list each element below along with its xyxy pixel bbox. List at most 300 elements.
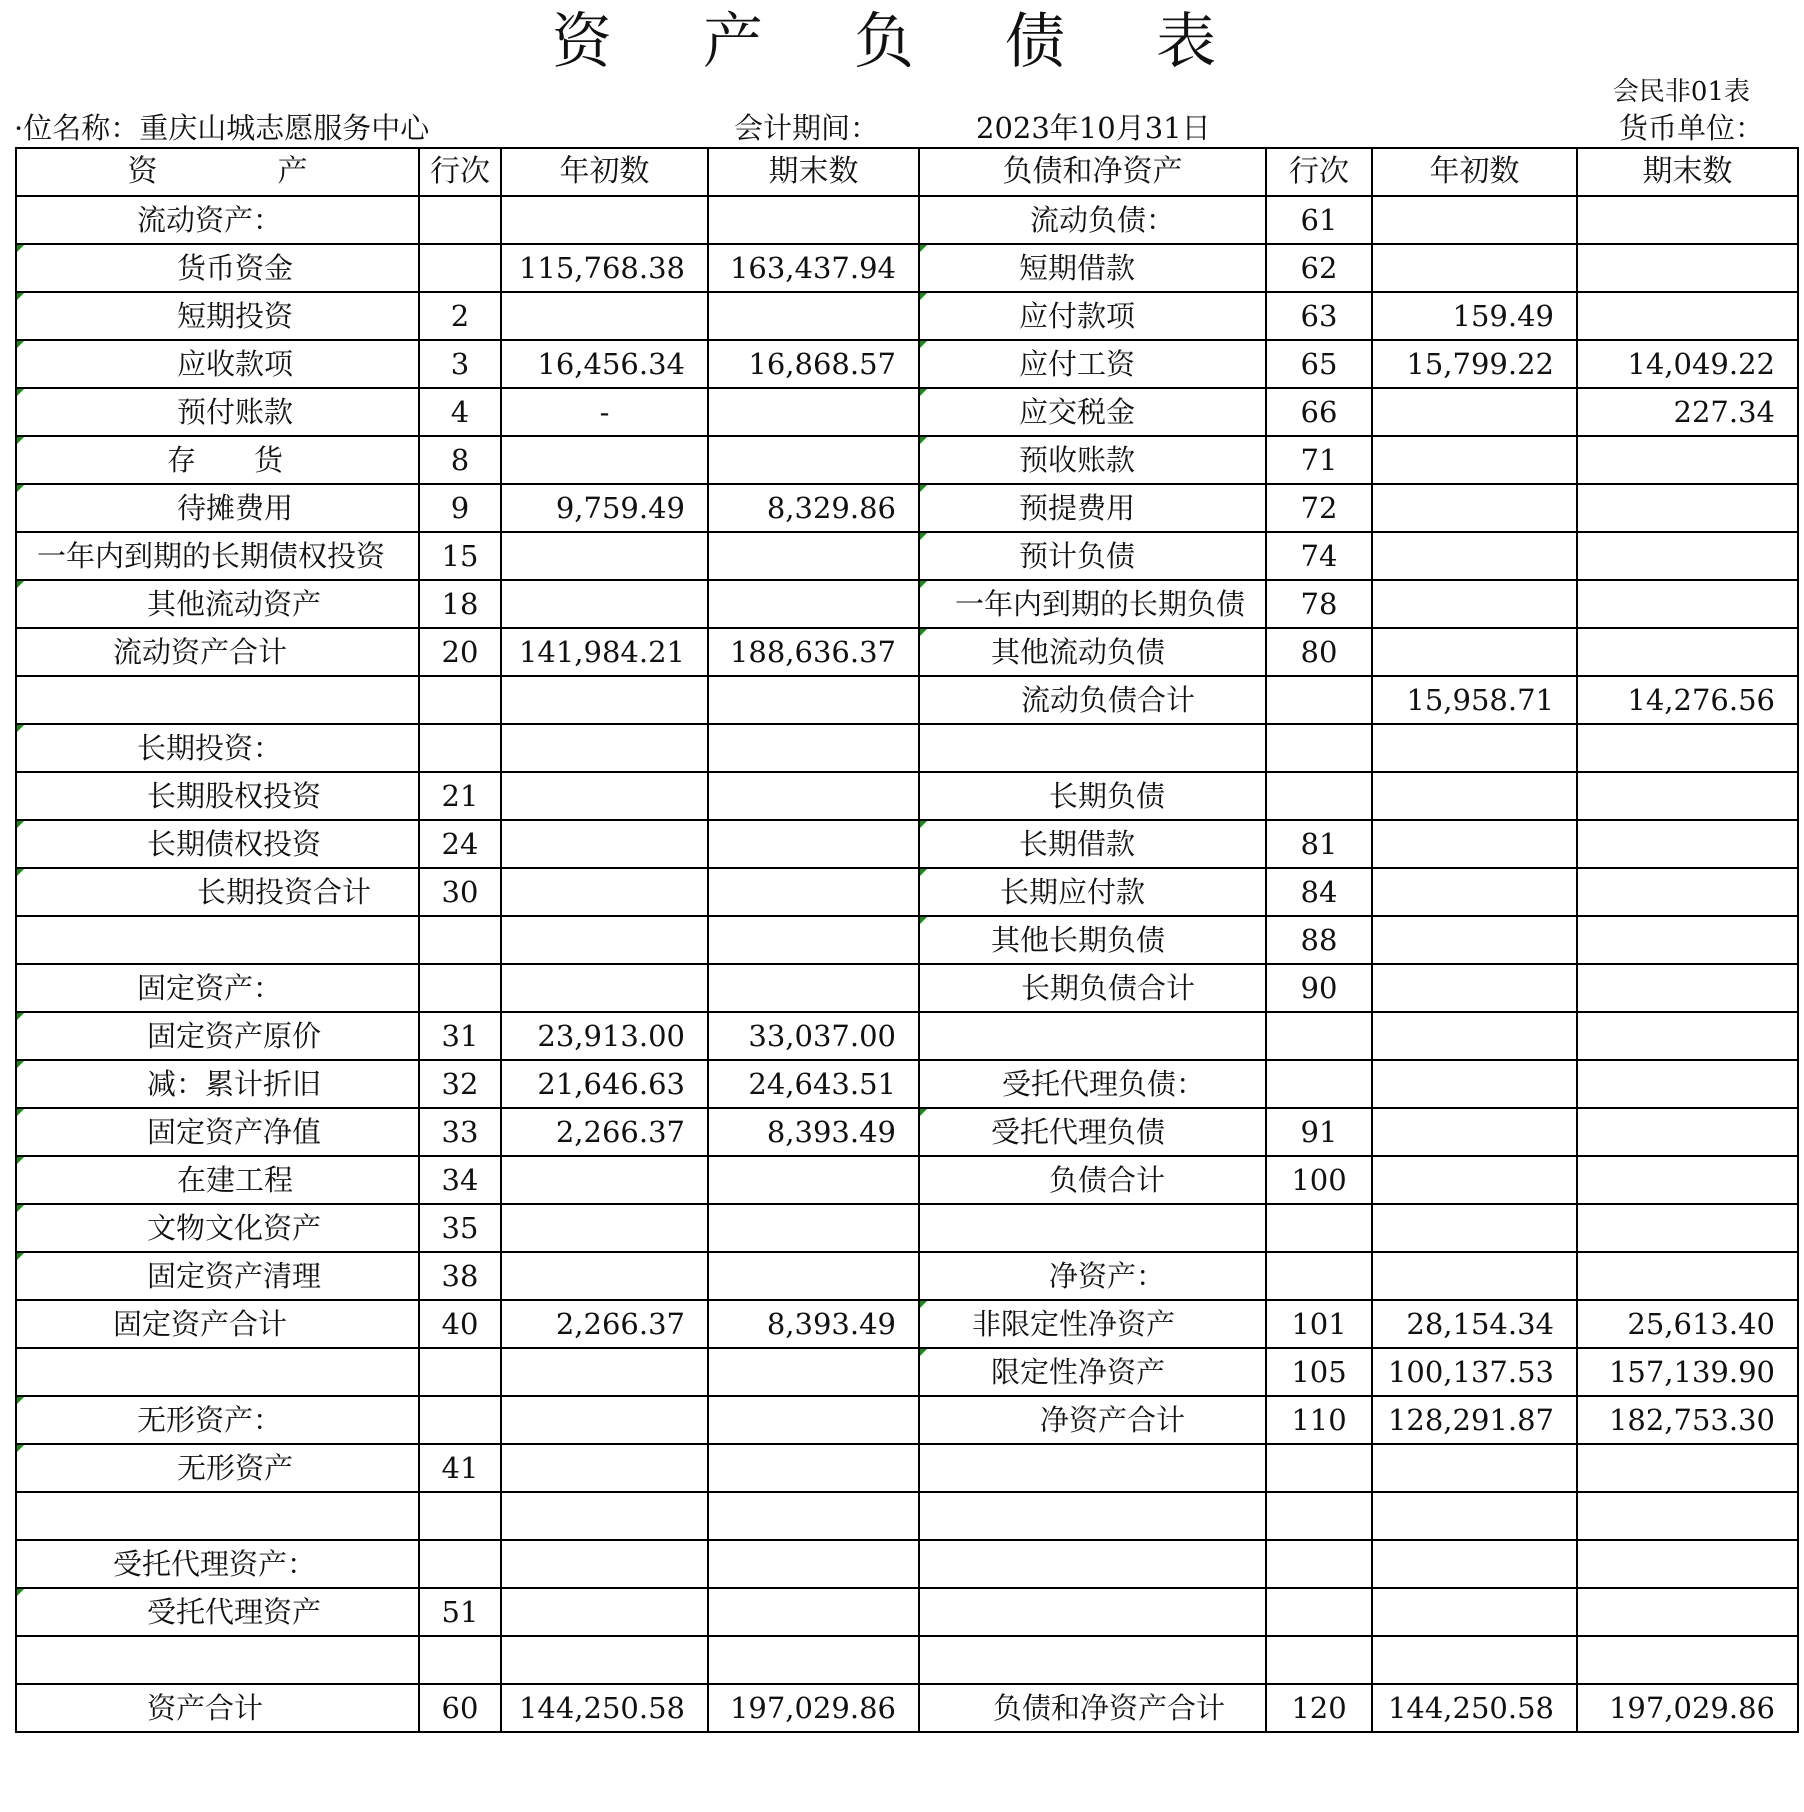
table-row	[16, 292, 1798, 340]
asset-line-no: 31	[419, 1012, 501, 1060]
liability-line-no: 66	[1266, 388, 1372, 436]
liability-begin	[1372, 628, 1577, 676]
liability-label: 长期负债合计	[919, 964, 1266, 1012]
asset-line-no: 32	[419, 1060, 501, 1108]
liability-end	[1577, 772, 1798, 820]
liability-begin: 15,958.71	[1372, 676, 1577, 724]
unit-name: ·位名称：重庆山城志愿服务中心	[14, 111, 430, 145]
liability-label	[919, 1492, 1266, 1540]
asset-label: 应收款项	[16, 340, 419, 388]
liability-end	[1577, 1012, 1798, 1060]
liability-label: 其他长期负债	[919, 916, 1266, 964]
liability-line-no: 101	[1266, 1300, 1372, 1348]
table-row	[16, 1348, 1798, 1396]
asset-line-no: 34	[419, 1156, 501, 1204]
asset-line-no: 4	[419, 388, 501, 436]
asset-line-no: 33	[419, 1108, 501, 1156]
asset-begin	[501, 532, 708, 580]
asset-label: 长期股权投资	[16, 772, 419, 820]
liability-line-no: 63	[1266, 292, 1372, 340]
header-end-balance-right: 期末数	[1577, 148, 1798, 196]
liability-label	[919, 1588, 1266, 1636]
table-row	[16, 1492, 1798, 1540]
liability-end: 14,276.56	[1577, 676, 1798, 724]
asset-line-no: 24	[419, 820, 501, 868]
asset-line-no: 60	[419, 1684, 501, 1732]
liability-end	[1577, 1252, 1798, 1300]
liability-end	[1577, 868, 1798, 916]
table-row	[16, 1060, 1798, 1108]
liability-line-no	[1266, 676, 1372, 724]
table-row	[16, 1684, 1798, 1732]
liability-label	[919, 724, 1266, 772]
liability-label: 一年内到期的长期负债	[919, 580, 1266, 628]
asset-line-no	[419, 724, 501, 772]
asset-label: 货币资金	[16, 244, 419, 292]
liability-line-no: 80	[1266, 628, 1372, 676]
asset-begin	[501, 1348, 708, 1396]
report-title: 资 产 负 债 表	[551, 7, 1253, 77]
asset-label: 资产合计	[16, 1684, 419, 1732]
liability-line-no: 84	[1266, 868, 1372, 916]
liability-end	[1577, 724, 1798, 772]
table-row	[16, 1396, 1798, 1444]
asset-begin	[501, 772, 708, 820]
table-row	[16, 628, 1798, 676]
liability-begin: 100,137.53	[1372, 1348, 1577, 1396]
liability-label: 短期借款	[919, 244, 1266, 292]
liability-end	[1577, 1156, 1798, 1204]
table-row	[16, 1444, 1798, 1492]
liability-begin	[1372, 1492, 1577, 1540]
liability-label: 长期借款	[919, 820, 1266, 868]
liability-line-no: 61	[1266, 196, 1372, 244]
table-row	[16, 388, 1798, 436]
asset-begin	[501, 1252, 708, 1300]
header-line-no: 行次	[419, 148, 501, 196]
asset-label: 无形资产	[16, 1444, 419, 1492]
liability-line-no: 88	[1266, 916, 1372, 964]
liability-begin	[1372, 1588, 1577, 1636]
liability-label: 流动负债：	[919, 196, 1266, 244]
liability-begin	[1372, 772, 1577, 820]
period-label: 会计期间：	[734, 111, 880, 145]
liability-line-no	[1266, 1204, 1372, 1252]
asset-line-no: 35	[419, 1204, 501, 1252]
asset-label: 短期投资	[16, 292, 419, 340]
liability-line-no	[1266, 1492, 1372, 1540]
liability-end: 197,029.86	[1577, 1684, 1798, 1732]
asset-line-no	[419, 964, 501, 1012]
asset-end: 24,643.51	[708, 1060, 919, 1108]
liability-begin	[1372, 1540, 1577, 1588]
table-row	[16, 1588, 1798, 1636]
table-row	[16, 1204, 1798, 1252]
asset-end	[708, 1396, 919, 1444]
header-liability-equity: 负债和净资产	[919, 148, 1266, 196]
table-row	[16, 868, 1798, 916]
header-line-no-right: 行次	[1266, 148, 1372, 196]
liability-begin: 128,291.87	[1372, 1396, 1577, 1444]
table-row	[16, 676, 1798, 724]
asset-line-no: 38	[419, 1252, 501, 1300]
asset-end	[708, 1204, 919, 1252]
asset-line-no: 9	[419, 484, 501, 532]
liability-end	[1577, 628, 1798, 676]
liability-begin	[1372, 964, 1577, 1012]
liability-begin	[1372, 1636, 1577, 1684]
asset-label: 流动资产合计	[16, 628, 419, 676]
asset-begin	[501, 1636, 708, 1684]
liability-label: 预收账款	[919, 436, 1266, 484]
asset-end	[708, 964, 919, 1012]
asset-begin	[501, 820, 708, 868]
asset-label: 存 货	[16, 436, 419, 484]
asset-end	[708, 580, 919, 628]
asset-end	[708, 388, 919, 436]
liability-line-no: 62	[1266, 244, 1372, 292]
liability-line-no	[1266, 1636, 1372, 1684]
liability-end	[1577, 1588, 1798, 1636]
table-row	[16, 580, 1798, 628]
liability-begin	[1372, 484, 1577, 532]
asset-line-no: 18	[419, 580, 501, 628]
liability-line-no: 65	[1266, 340, 1372, 388]
liability-label: 净资产合计	[919, 1396, 1266, 1444]
asset-end	[708, 196, 919, 244]
liability-end	[1577, 1204, 1798, 1252]
liability-begin	[1372, 1108, 1577, 1156]
liability-line-no: 72	[1266, 484, 1372, 532]
liability-line-no	[1266, 724, 1372, 772]
asset-label: 文物文化资产	[16, 1204, 419, 1252]
liability-end	[1577, 1060, 1798, 1108]
liability-begin	[1372, 868, 1577, 916]
period-value: 2023年10月31日	[976, 111, 1211, 145]
asset-begin	[501, 580, 708, 628]
asset-end	[708, 292, 919, 340]
asset-begin	[501, 916, 708, 964]
asset-end	[708, 1156, 919, 1204]
liability-begin: 28,154.34	[1372, 1300, 1577, 1348]
liability-end	[1577, 916, 1798, 964]
liability-begin	[1372, 1252, 1577, 1300]
table-row	[16, 1300, 1798, 1348]
asset-label	[16, 1492, 419, 1540]
liability-label: 应交税金	[919, 388, 1266, 436]
asset-end	[708, 676, 919, 724]
asset-begin	[501, 292, 708, 340]
asset-line-no	[419, 1492, 501, 1540]
table-row	[16, 1156, 1798, 1204]
asset-end	[708, 1444, 919, 1492]
asset-label: 减：累计折旧	[16, 1060, 419, 1108]
asset-end	[708, 532, 919, 580]
liability-begin	[1372, 1156, 1577, 1204]
liability-label: 长期应付款	[919, 868, 1266, 916]
asset-label: 长期债权投资	[16, 820, 419, 868]
asset-begin	[501, 1156, 708, 1204]
asset-line-no: 30	[419, 868, 501, 916]
asset-label: 预付账款	[16, 388, 419, 436]
liability-begin	[1372, 1204, 1577, 1252]
asset-begin: 115,768.38	[501, 244, 708, 292]
header-begin-balance: 年初数	[501, 148, 708, 196]
asset-line-no: 41	[419, 1444, 501, 1492]
liability-line-no	[1266, 1588, 1372, 1636]
asset-begin: 2,266.37	[501, 1108, 708, 1156]
liability-label: 应付工资	[919, 340, 1266, 388]
liability-line-no: 100	[1266, 1156, 1372, 1204]
asset-begin: 9,759.49	[501, 484, 708, 532]
liability-begin	[1372, 1060, 1577, 1108]
asset-begin	[501, 1540, 708, 1588]
liability-line-no	[1266, 772, 1372, 820]
liability-end	[1577, 244, 1798, 292]
table-row	[16, 724, 1798, 772]
asset-begin	[501, 964, 708, 1012]
table-row	[16, 340, 1798, 388]
asset-label: 其他流动资产	[16, 580, 419, 628]
asset-line-no	[419, 1540, 501, 1588]
liability-label	[919, 1636, 1266, 1684]
liability-end	[1577, 196, 1798, 244]
liability-end	[1577, 1108, 1798, 1156]
asset-begin: 23,913.00	[501, 1012, 708, 1060]
asset-end	[708, 772, 919, 820]
liability-begin: 159.49	[1372, 292, 1577, 340]
asset-begin	[501, 436, 708, 484]
liability-end: 157,139.90	[1577, 1348, 1798, 1396]
liability-end	[1577, 1492, 1798, 1540]
liability-line-no	[1266, 1252, 1372, 1300]
liability-label	[919, 1012, 1266, 1060]
asset-end: 8,329.86	[708, 484, 919, 532]
table-row	[16, 436, 1798, 484]
liability-end	[1577, 964, 1798, 1012]
liability-label: 负债和净资产合计	[919, 1684, 1266, 1732]
asset-label: 一年内到期的长期债权投资	[16, 532, 419, 580]
table-row	[16, 772, 1798, 820]
liability-begin	[1372, 580, 1577, 628]
table-row	[16, 964, 1798, 1012]
asset-end	[708, 1492, 919, 1540]
liability-line-no: 78	[1266, 580, 1372, 628]
liability-end	[1577, 820, 1798, 868]
asset-end	[708, 916, 919, 964]
balance-sheet-table	[15, 147, 1799, 1733]
liability-end	[1577, 292, 1798, 340]
asset-begin: 141,984.21	[501, 628, 708, 676]
liability-begin	[1372, 916, 1577, 964]
liability-label: 受托代理负债：	[919, 1060, 1266, 1108]
asset-line-no: 8	[419, 436, 501, 484]
asset-end	[708, 436, 919, 484]
table-row	[16, 1108, 1798, 1156]
asset-line-no: 51	[419, 1588, 501, 1636]
currency-label: 货币单位：	[1618, 111, 1764, 145]
liability-line-no	[1266, 1060, 1372, 1108]
asset-label: 固定资产合计	[16, 1300, 419, 1348]
asset-label: 无形资产：	[16, 1396, 419, 1444]
asset-label: 待摊费用	[16, 484, 419, 532]
liability-begin	[1372, 196, 1577, 244]
table-row	[16, 916, 1798, 964]
asset-label: 固定资产：	[16, 964, 419, 1012]
liability-label: 长期负债	[919, 772, 1266, 820]
asset-label: 固定资产原价	[16, 1012, 419, 1060]
liability-label: 非限定性净资产	[919, 1300, 1266, 1348]
header-end-balance: 期末数	[708, 148, 919, 196]
header-row	[16, 148, 1798, 196]
liability-line-no: 90	[1266, 964, 1372, 1012]
asset-begin	[501, 724, 708, 772]
liability-line-no: 105	[1266, 1348, 1372, 1396]
asset-end: 33,037.00	[708, 1012, 919, 1060]
asset-begin	[501, 1492, 708, 1540]
asset-end	[708, 1636, 919, 1684]
asset-label	[16, 676, 419, 724]
asset-label	[16, 1348, 419, 1396]
asset-label: 流动资产：	[16, 196, 419, 244]
asset-label: 长期投资合计	[16, 868, 419, 916]
asset-line-no: 40	[419, 1300, 501, 1348]
table-row	[16, 244, 1798, 292]
asset-end: 8,393.49	[708, 1300, 919, 1348]
liability-end: 227.34	[1577, 388, 1798, 436]
liability-label: 预计负债	[919, 532, 1266, 580]
asset-end	[708, 820, 919, 868]
table-row	[16, 1252, 1798, 1300]
asset-begin	[501, 1204, 708, 1252]
asset-line-no	[419, 1396, 501, 1444]
liability-end	[1577, 1540, 1798, 1588]
liability-end	[1577, 1444, 1798, 1492]
asset-end: 8,393.49	[708, 1108, 919, 1156]
liability-label: 净资产：	[919, 1252, 1266, 1300]
liability-line-no: 120	[1266, 1684, 1372, 1732]
liability-end	[1577, 436, 1798, 484]
asset-label: 在建工程	[16, 1156, 419, 1204]
table-row	[16, 484, 1798, 532]
asset-begin	[501, 868, 708, 916]
asset-line-no: 3	[419, 340, 501, 388]
table-row	[16, 196, 1798, 244]
liability-begin	[1372, 1444, 1577, 1492]
asset-label	[16, 916, 419, 964]
asset-line-no	[419, 1348, 501, 1396]
liability-end	[1577, 532, 1798, 580]
liability-begin	[1372, 436, 1577, 484]
form-code: 会民非01表	[1612, 77, 1750, 107]
liability-line-no: 71	[1266, 436, 1372, 484]
asset-end	[708, 1252, 919, 1300]
asset-line-no: 2	[419, 292, 501, 340]
table-row	[16, 532, 1798, 580]
header-asset: 资 产	[16, 148, 419, 196]
liability-label: 流动负债合计	[919, 676, 1266, 724]
asset-begin: -	[501, 388, 708, 436]
asset-end: 16,868.57	[708, 340, 919, 388]
asset-label: 受托代理资产	[16, 1588, 419, 1636]
asset-line-no: 20	[419, 628, 501, 676]
liability-line-no: 110	[1266, 1396, 1372, 1444]
liability-end: 182,753.30	[1577, 1396, 1798, 1444]
asset-begin: 144,250.58	[501, 1684, 708, 1732]
liability-label	[919, 1204, 1266, 1252]
asset-label: 受托代理资产：	[16, 1540, 419, 1588]
table-row	[16, 1012, 1798, 1060]
asset-line-no: 21	[419, 772, 501, 820]
liability-label	[919, 1444, 1266, 1492]
asset-end	[708, 1348, 919, 1396]
liability-line-no: 81	[1266, 820, 1372, 868]
asset-label: 固定资产净值	[16, 1108, 419, 1156]
table-row	[16, 820, 1798, 868]
liability-end	[1577, 484, 1798, 532]
liability-end	[1577, 580, 1798, 628]
asset-begin	[501, 196, 708, 244]
liability-label: 限定性净资产	[919, 1348, 1266, 1396]
asset-begin	[501, 1588, 708, 1636]
liability-begin	[1372, 724, 1577, 772]
asset-begin	[501, 676, 708, 724]
asset-label: 长期投资：	[16, 724, 419, 772]
liability-begin	[1372, 820, 1577, 868]
liability-label: 预提费用	[919, 484, 1266, 532]
liability-end: 25,613.40	[1577, 1300, 1798, 1348]
liability-end	[1577, 1636, 1798, 1684]
liability-label: 受托代理负债	[919, 1108, 1266, 1156]
liability-label	[919, 1540, 1266, 1588]
asset-line-no	[419, 196, 501, 244]
asset-end: 188,636.37	[708, 628, 919, 676]
liability-begin	[1372, 244, 1577, 292]
asset-line-no	[419, 676, 501, 724]
asset-line-no	[419, 916, 501, 964]
asset-begin: 21,646.63	[501, 1060, 708, 1108]
asset-begin: 16,456.34	[501, 340, 708, 388]
asset-line-no	[419, 1636, 501, 1684]
asset-end	[708, 1588, 919, 1636]
asset-line-no: 15	[419, 532, 501, 580]
header-begin-balance-right: 年初数	[1372, 148, 1577, 196]
liability-begin	[1372, 1012, 1577, 1060]
asset-end: 197,029.86	[708, 1684, 919, 1732]
liability-label: 应付款项	[919, 292, 1266, 340]
asset-label	[16, 1636, 419, 1684]
table-row	[16, 1636, 1798, 1684]
asset-end: 163,437.94	[708, 244, 919, 292]
asset-begin	[501, 1444, 708, 1492]
sheet-body	[16, 196, 1798, 1732]
liability-line-no	[1266, 1540, 1372, 1588]
liability-label: 其他流动负债	[919, 628, 1266, 676]
asset-label: 固定资产清理	[16, 1252, 419, 1300]
liability-begin: 15,799.22	[1372, 340, 1577, 388]
liability-begin	[1372, 532, 1577, 580]
liability-line-no: 74	[1266, 532, 1372, 580]
asset-end	[708, 724, 919, 772]
liability-label: 负债合计	[919, 1156, 1266, 1204]
liability-line-no	[1266, 1012, 1372, 1060]
liability-begin: 144,250.58	[1372, 1684, 1577, 1732]
liability-line-no: 91	[1266, 1108, 1372, 1156]
asset-begin	[501, 1396, 708, 1444]
liability-begin	[1372, 388, 1577, 436]
liability-end: 14,049.22	[1577, 340, 1798, 388]
asset-end	[708, 1540, 919, 1588]
